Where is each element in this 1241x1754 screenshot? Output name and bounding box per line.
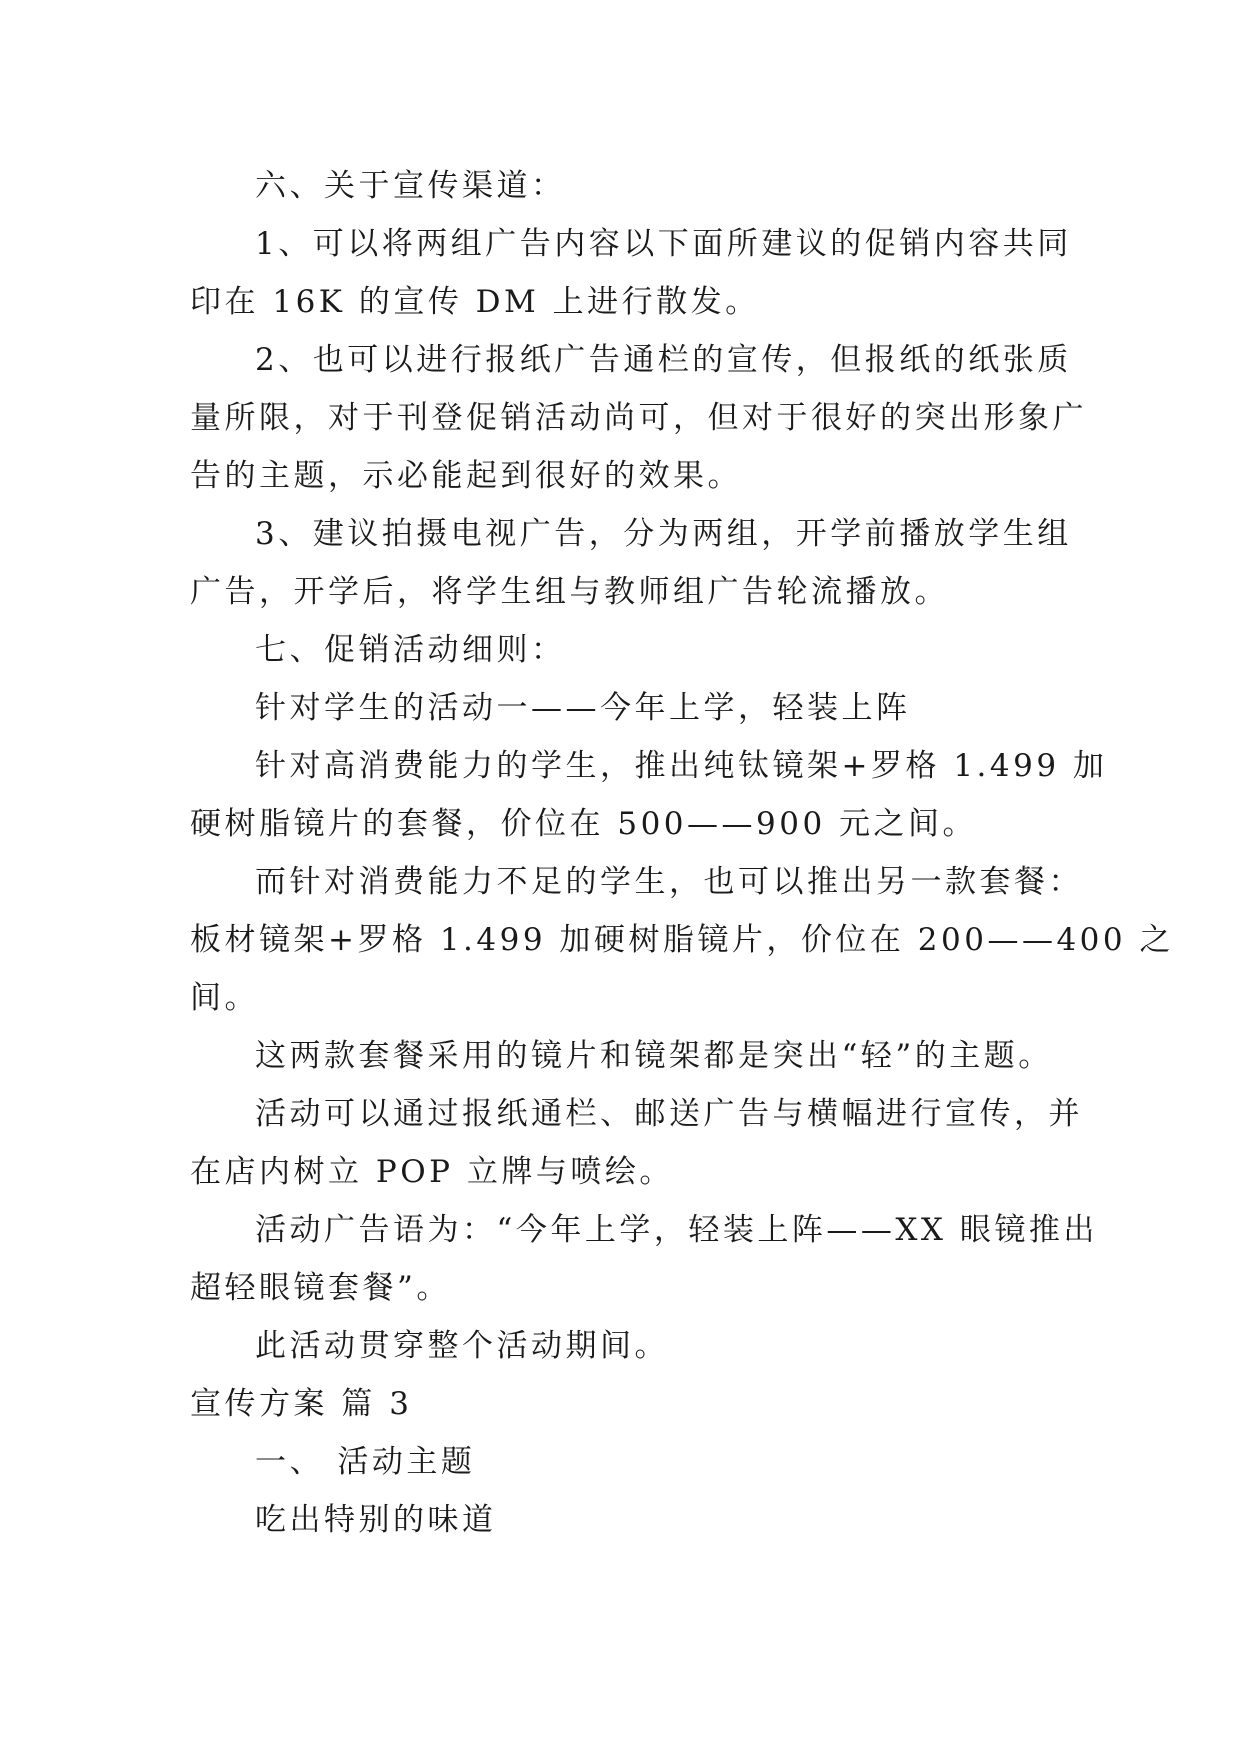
paragraph-line: 2、也可以进行报纸广告通栏的宣传，但报纸的纸张质 xyxy=(255,342,1072,378)
paragraph-line: 针对学生的活动一——今年上学，轻装上阵 xyxy=(255,690,911,726)
paragraph-line: 此活动贯穿整个活动期间。 xyxy=(255,1328,669,1364)
section-heading-promotion-rules: 七、促销活动细则： xyxy=(255,632,566,668)
section-heading-channels: 六、关于宣传渠道： xyxy=(255,168,566,204)
paragraph-line: 1、可以将两组广告内容以下面所建议的促销内容共同 xyxy=(255,226,1072,262)
paragraph-line: 量所限，对于刊登促销活动尚可，但对于很好的突出形象广 xyxy=(190,400,1087,436)
paragraph-line: 而针对消费能力不足的学生，也可以推出另一款套餐： xyxy=(255,864,1083,900)
paragraph-line: 超轻眼镜套餐”。 xyxy=(190,1270,451,1306)
paragraph-line: 间。 xyxy=(190,980,259,1016)
paragraph-line: 告的主题，示必能起到很好的效果。 xyxy=(190,458,742,494)
paragraph-line: 硬树脂镜片的套餐，价位在 500——900 元之间。 xyxy=(190,806,978,842)
paragraph-line: 广告，开学后，将学生组与教师组广告轮流播放。 xyxy=(190,574,949,610)
paragraph-line: 板材镜架+罗格 1.499 加硬树脂镜片，价位在 200——400 之 xyxy=(190,922,1174,958)
paragraph-line: 这两款套餐采用的镜片和镜架都是突出“轻”的主题。 xyxy=(255,1038,1053,1074)
paragraph-line: 印在 16K 的宣传 DM 上进行散发。 xyxy=(190,284,760,320)
section-heading-theme: 一、 活动主题 xyxy=(255,1444,476,1480)
paragraph-line: 吃出特别的味道 xyxy=(255,1502,497,1538)
paragraph-line: 3、建议拍摄电视广告，分为两组，开学前播放学生组 xyxy=(255,516,1072,552)
paragraph-line: 针对高消费能力的学生，推出纯钛镜架+罗格 1.499 加 xyxy=(255,748,1108,784)
paragraph-line: 活动广告语为：“今年上学，轻装上阵——XX 眼镜推出 xyxy=(255,1212,1098,1248)
paragraph-line: 在店内树立 POP 立牌与喷绘。 xyxy=(190,1154,674,1190)
article-heading: 宣传方案 篇 3 xyxy=(190,1386,413,1422)
paragraph-line: 活动可以通过报纸通栏、邮送广告与横幅进行宣传，并 xyxy=(255,1096,1083,1132)
